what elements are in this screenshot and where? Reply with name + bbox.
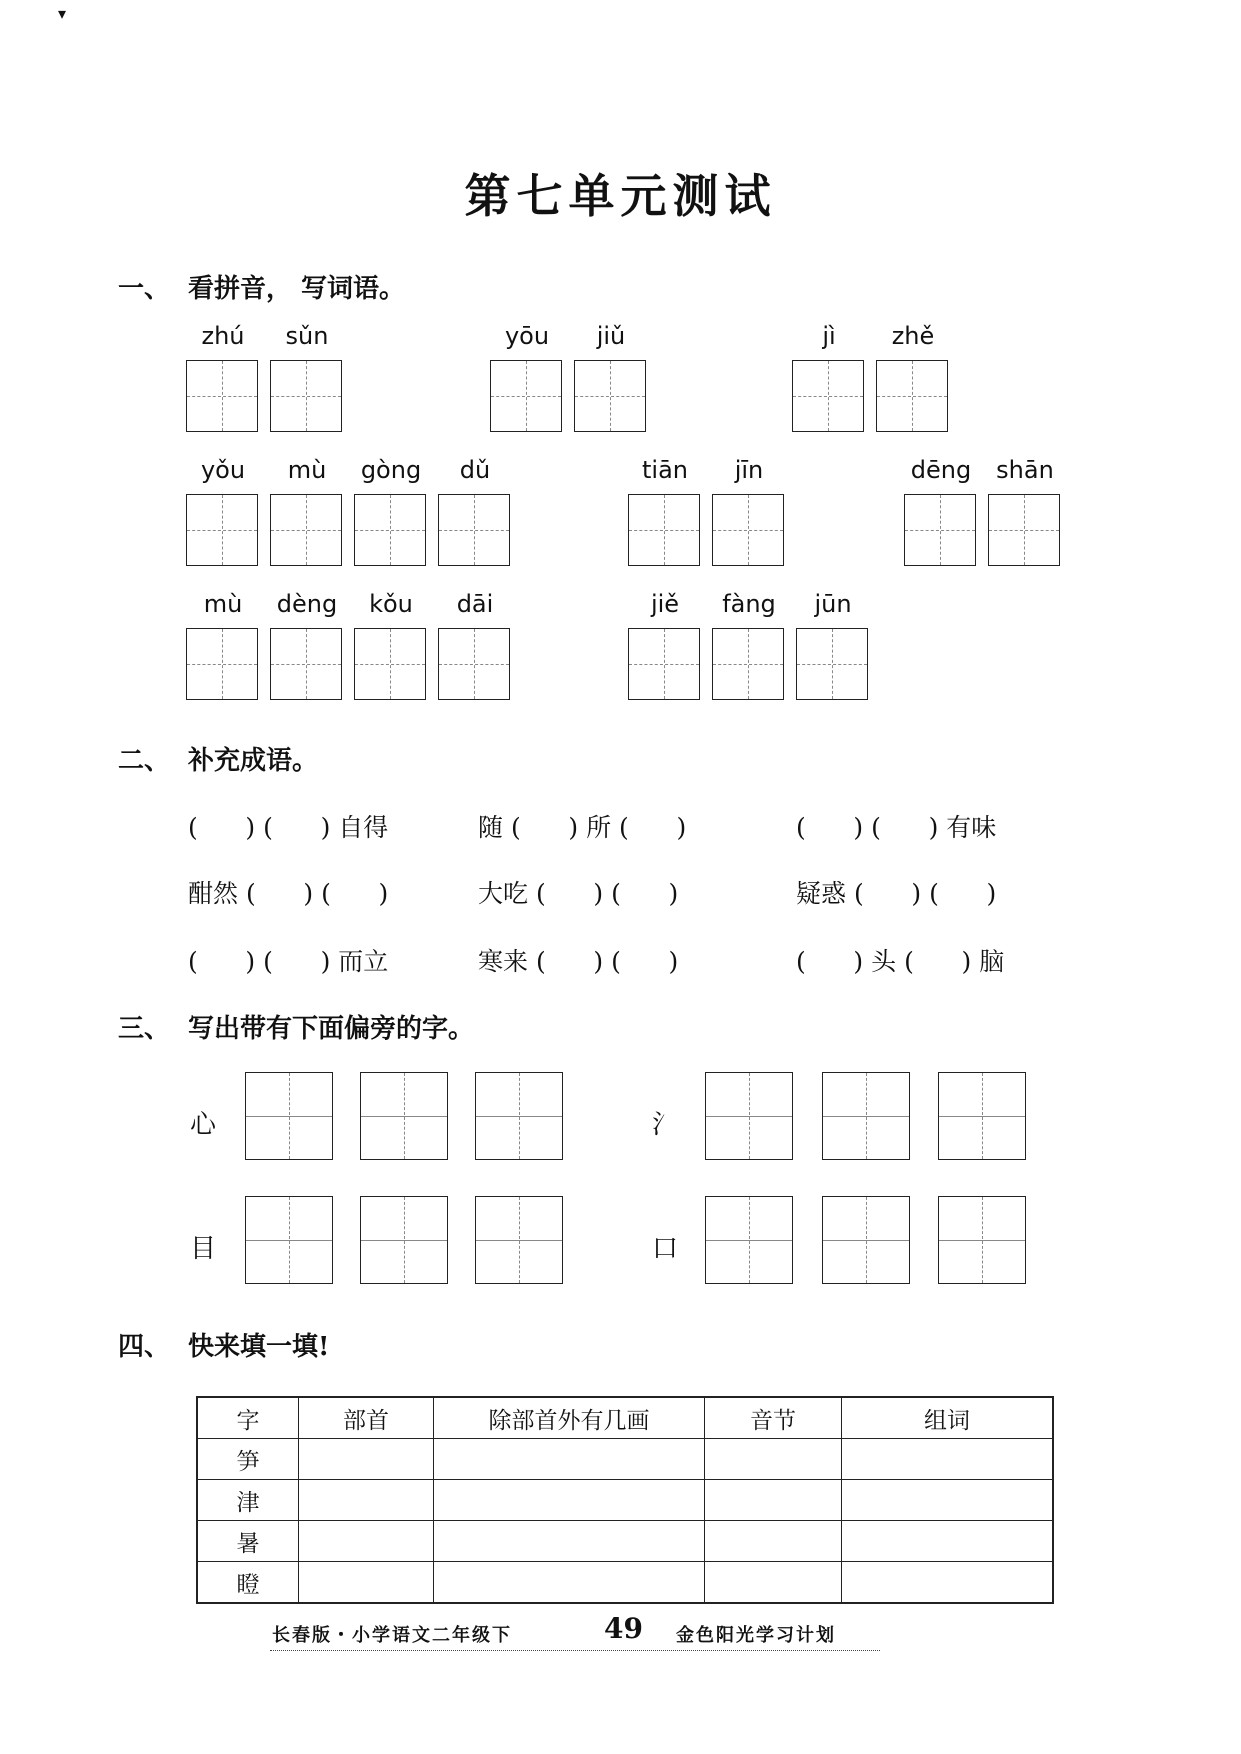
writing-box[interactable]: [475, 1072, 563, 1160]
writing-box[interactable]: [705, 1196, 793, 1284]
section-4-number: 四、: [118, 1332, 171, 1362]
table-header: 音节: [705, 1397, 842, 1439]
idiom-blank[interactable]: ( ) ( ) 自得: [188, 813, 389, 842]
radical-label: 口: [652, 1234, 679, 1264]
pinyin-label: jiě: [650, 590, 680, 618]
radical-label: 目: [190, 1234, 217, 1264]
table-input-cell[interactable]: [434, 1521, 705, 1562]
table-char-cell: 瞪: [197, 1562, 299, 1604]
pinyin-label: yōu: [504, 322, 550, 350]
table-input-cell[interactable]: [299, 1480, 434, 1521]
writing-box[interactable]: [245, 1196, 333, 1284]
table-input-cell[interactable]: [842, 1562, 1054, 1604]
idiom-blank[interactable]: 随 ( ) 所 ( ): [478, 813, 687, 842]
table-header-row: [197, 1397, 1053, 1439]
writing-box[interactable]: [628, 628, 700, 700]
idiom-blank[interactable]: 寒来 ( ) ( ): [478, 947, 679, 976]
footer-divider: [270, 1650, 880, 1651]
pinyin-label: zhě: [891, 322, 935, 350]
table-row: [197, 1562, 1053, 1604]
table-header: 组词: [842, 1397, 1054, 1439]
section-1-number: 一、: [118, 274, 171, 304]
table-input-cell[interactable]: [705, 1480, 842, 1521]
pinyin-label: dāi: [456, 590, 494, 618]
pinyin-label: jì: [822, 322, 836, 350]
writing-box[interactable]: [438, 494, 510, 566]
writing-box[interactable]: [354, 494, 426, 566]
writing-box[interactable]: [796, 628, 868, 700]
table-char-cell: 暑: [197, 1521, 299, 1562]
pinyin-label: mù: [287, 456, 327, 484]
table-row: [197, 1521, 1053, 1562]
table-header: 部首: [299, 1397, 434, 1439]
table-input-cell[interactable]: [705, 1521, 842, 1562]
table-input-cell[interactable]: [434, 1562, 705, 1604]
table-input-cell[interactable]: [434, 1480, 705, 1521]
writing-box[interactable]: [574, 360, 646, 432]
writing-box[interactable]: [186, 628, 258, 700]
pinyin-label: jūn: [814, 590, 852, 618]
writing-box[interactable]: [904, 494, 976, 566]
idiom-blank[interactable]: ( ) ( ) 而立: [188, 947, 389, 976]
idiom-blank[interactable]: 疑惑 ( ) ( ): [796, 879, 997, 908]
radical-label: 氵: [652, 1110, 679, 1140]
pinyin-label: zhú: [201, 322, 245, 350]
table-char-cell: 笋: [197, 1439, 299, 1480]
table-input-cell[interactable]: [842, 1521, 1054, 1562]
writing-box[interactable]: [475, 1196, 563, 1284]
pinyin-label: dǔ: [459, 456, 491, 484]
idiom-blank[interactable]: 大吃 ( ) ( ): [478, 879, 679, 908]
table-input-cell[interactable]: [705, 1439, 842, 1480]
writing-box[interactable]: [186, 360, 258, 432]
writing-box[interactable]: [490, 360, 562, 432]
table-input-cell[interactable]: [705, 1562, 842, 1604]
writing-box[interactable]: [822, 1196, 910, 1284]
writing-box[interactable]: [712, 494, 784, 566]
table-input-cell[interactable]: [842, 1439, 1054, 1480]
writing-box[interactable]: [360, 1072, 448, 1160]
section-2-title: 补充成语。: [188, 746, 319, 776]
idiom-blank[interactable]: 酣然 ( ) ( ): [188, 879, 389, 908]
section-3-number: 三、: [118, 1014, 171, 1044]
table-header: 字: [197, 1397, 299, 1439]
table-input-cell[interactable]: [299, 1439, 434, 1480]
page-title: 第七单元测试: [464, 169, 777, 223]
writing-box[interactable]: [438, 628, 510, 700]
footer-book-info: 长春版・小学语文二年级下: [272, 1625, 512, 1646]
writing-box[interactable]: [628, 494, 700, 566]
writing-box[interactable]: [792, 360, 864, 432]
pinyin-label: dēng: [910, 456, 972, 484]
pinyin-label: shān: [996, 456, 1054, 484]
section-2-number: 二、: [118, 746, 171, 776]
pinyin-label: sǔn: [285, 322, 329, 350]
section-1-title: 看拼音， 写词语。: [188, 274, 406, 304]
writing-box[interactable]: [938, 1196, 1026, 1284]
writing-box[interactable]: [988, 494, 1060, 566]
section-3-title: 写出带有下面偏旁的字。: [188, 1014, 475, 1044]
footer-series-name: 金色阳光学习计划: [676, 1625, 836, 1646]
table-input-cell[interactable]: [299, 1562, 434, 1604]
table-input-cell[interactable]: [299, 1521, 434, 1562]
pinyin-label: gòng: [360, 456, 422, 484]
table-input-cell[interactable]: [842, 1480, 1054, 1521]
writing-box[interactable]: [270, 628, 342, 700]
writing-box[interactable]: [705, 1072, 793, 1160]
writing-box[interactable]: [360, 1196, 448, 1284]
table-input-cell[interactable]: [434, 1439, 705, 1480]
fill-in-table: [196, 1396, 1054, 1604]
table-header: 除部首外有几画: [434, 1397, 705, 1439]
pinyin-label: jiǔ: [596, 322, 626, 350]
pinyin-label: fàng: [722, 590, 776, 618]
radical-label: 心: [190, 1110, 217, 1140]
section-4-title: 快来填一填!: [188, 1332, 330, 1362]
table-char-cell: 津: [197, 1480, 299, 1521]
idiom-blank[interactable]: ( ) ( ) 有味: [796, 813, 997, 842]
idiom-blank[interactable]: ( ) 头 ( ) 脑: [796, 947, 1005, 976]
writing-box[interactable]: [712, 628, 784, 700]
pinyin-label: tiān: [642, 456, 688, 484]
pinyin-label: yǒu: [200, 456, 246, 484]
table-row: [197, 1439, 1053, 1480]
page-number: 49: [604, 1612, 643, 1645]
writing-box[interactable]: [245, 1072, 333, 1160]
pinyin-label: jīn: [734, 456, 764, 484]
pinyin-label: mù: [203, 590, 243, 618]
writing-box[interactable]: [186, 494, 258, 566]
writing-box[interactable]: [270, 360, 342, 432]
writing-box[interactable]: [270, 494, 342, 566]
writing-box[interactable]: [938, 1072, 1026, 1160]
pinyin-label: dèng: [276, 590, 338, 618]
writing-box[interactable]: [876, 360, 948, 432]
table-row: [197, 1480, 1053, 1521]
writing-box[interactable]: [354, 628, 426, 700]
pinyin-label: kǒu: [369, 590, 413, 618]
writing-box[interactable]: [822, 1072, 910, 1160]
corner-mark: ▾: [58, 4, 67, 23]
